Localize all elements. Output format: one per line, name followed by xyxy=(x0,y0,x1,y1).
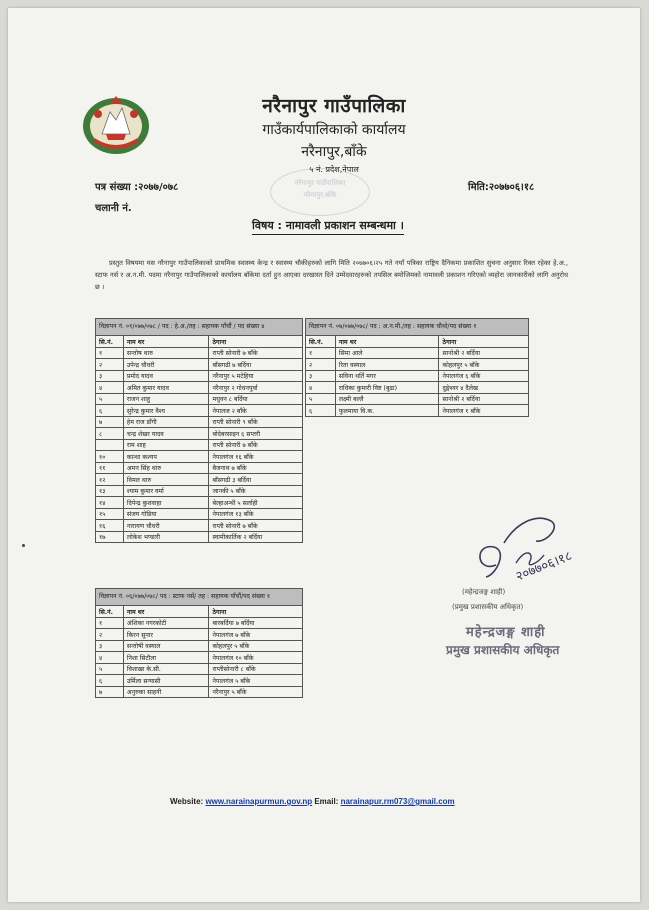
cell-address: नेपालगंज ७ बाँके xyxy=(209,629,303,641)
table-heading: विज्ञापन नं. ०१/०७७/०७८ / पद : हे.अ./तह : सहायक पाँचौं / पद संख्या ४ xyxy=(96,319,303,336)
cell-address: नरैनापुर ५ मटेहिया xyxy=(209,370,303,382)
email-link[interactable]: narainapur.rm073@gmail.com xyxy=(340,797,455,806)
table-row xyxy=(96,382,303,394)
cell-address: राप्ती सोनारी ७ बाँके xyxy=(209,347,303,359)
table-row xyxy=(96,347,303,359)
cell-address: दुङ्गेश्वर ४ दैलेख xyxy=(439,382,529,394)
cell-name: लोकेश भण्डारी xyxy=(123,531,209,543)
table-row xyxy=(96,520,303,532)
cell-serial: १ xyxy=(96,347,124,359)
table-heading: विज्ञापन नं. ०७/०७७/०७८/ पद : अ.न.मी./तह : सहायक चौथो/पद संख्या १ xyxy=(306,319,529,336)
svg-text:२०७७०६।१८: २०७७०६।१८ xyxy=(513,548,575,585)
table-row xyxy=(96,428,303,440)
handwritten-signature xyxy=(456,503,606,593)
cell-name: राम शाह xyxy=(123,439,209,451)
cell-serial: ११ xyxy=(96,462,124,474)
cell-serial: २ xyxy=(96,359,124,371)
cell-address: मधुवन ८ बर्दिया xyxy=(209,393,303,405)
table-row xyxy=(96,370,303,382)
table-row xyxy=(306,382,529,394)
cell-address: राप्ती सोनारी ९ बाँके xyxy=(209,416,303,428)
cell-serial: २ xyxy=(96,629,124,641)
table-row xyxy=(306,359,529,371)
cell-address: नेपालगंज १ बाँके xyxy=(439,405,529,417)
cell-address: नेपालगंज १६ बाँके xyxy=(209,451,303,463)
candidates-table-anm xyxy=(305,318,529,417)
table-row xyxy=(96,393,303,405)
letter-page xyxy=(8,8,640,902)
cell-serial: ५ xyxy=(96,393,124,405)
cell-name: सुरेन्द्र कुमार वैश्य xyxy=(123,405,209,417)
cell-name: चन्द्र शेखर यादव xyxy=(123,428,209,440)
footer-contact xyxy=(170,797,455,806)
cell-name: हेम राज डाँगी xyxy=(123,416,209,428)
cell-address: बाँसगढी ७ बर्दिया xyxy=(209,359,303,371)
letter-date: मिति:२०७७०६।१८ xyxy=(468,182,535,193)
column-name: नाम थर xyxy=(335,336,439,348)
table-row xyxy=(96,474,303,486)
cell-name: उपेन्द्र चौधरी xyxy=(123,359,209,371)
cell-name: प्रमोद यादव xyxy=(123,370,209,382)
cell-name: सविना थर्ति मगर xyxy=(335,370,439,382)
candidates-table-staff-nurse xyxy=(95,588,303,698)
cell-name: विमल थारु xyxy=(123,474,209,486)
cell-address: नेपालगंज १० बाँके xyxy=(209,652,303,664)
margin-mark xyxy=(22,544,25,547)
table-row xyxy=(306,370,529,382)
cell-name: अंशिका नगरकोटी xyxy=(123,617,209,629)
cell-name: उर्मिला सन्यासी xyxy=(123,675,209,687)
column-address: ठेगाना xyxy=(209,606,303,618)
table-row xyxy=(306,347,529,359)
cell-name: अमित कुमार यादव xyxy=(123,382,209,394)
cell-name: लक्ष्मी बल्लै xyxy=(335,393,439,405)
cell-address: सानोश्री २ बर्दिया xyxy=(439,347,529,359)
cell-address: नरैनापुर ५ बाँके xyxy=(209,686,303,698)
table-row xyxy=(96,675,303,687)
cell-serial: २ xyxy=(306,359,336,371)
cell-serial: ४ xyxy=(96,382,124,394)
signatory-title: (प्रमुख प्रशासकीय अधिकृत) xyxy=(452,603,524,611)
letter-ref-no: पत्र संख्या :२०७७/०७८ xyxy=(95,182,179,193)
column-name: नाम थर xyxy=(123,606,209,618)
cell-name: सन्तोषी वस्याल xyxy=(123,640,209,652)
cell-address: जानकी ५ बाँके xyxy=(209,485,303,497)
cell-name: किरन सुनार xyxy=(123,629,209,641)
column-address: ठेगाना xyxy=(209,336,303,348)
cell-serial: १ xyxy=(96,617,124,629)
cell-serial: १२ xyxy=(96,474,124,486)
signatory-name: (महेन्द्रजङ्ग शाही) xyxy=(462,588,506,596)
title-stamp: प्रमुख प्रशासकीय अधिकृत xyxy=(446,643,560,657)
column-name: नाम थर xyxy=(123,336,209,348)
cell-address: बैजनाथ ७ बाँके xyxy=(209,462,303,474)
table-row xyxy=(96,451,303,463)
cell-serial: ६ xyxy=(306,405,336,417)
cell-address: कोहलपुर ५ बाँके xyxy=(439,359,529,371)
column-serial: सि.नं. xyxy=(96,336,124,348)
cell-address: राप्ती सोनारी ७ बाँके xyxy=(209,439,303,451)
cell-address: बेल्हाअन्थी ५ सर्लाही xyxy=(209,497,303,509)
email-label: Email: xyxy=(314,797,339,806)
cell-serial: ३ xyxy=(306,370,336,382)
cell-serial: ३ xyxy=(96,370,124,382)
table-row xyxy=(96,663,303,675)
website-link[interactable]: www.narainapurmun.gov.np xyxy=(205,797,313,806)
cell-name: कान्धा कश्यप xyxy=(123,451,209,463)
cell-address: नेपालगंज ५ बाँके xyxy=(209,675,303,687)
cell-serial: १४ xyxy=(96,497,124,509)
cell-address: स्वामीकार्तिक २ बर्दिया xyxy=(209,531,303,543)
cell-name: सन्तोष थारु xyxy=(123,347,209,359)
table-row xyxy=(96,497,303,509)
table-row xyxy=(96,617,303,629)
cell-serial: ७ xyxy=(96,416,124,428)
table-row xyxy=(96,640,303,652)
office-province: ५ नं. प्रदेश,नेपाल xyxy=(309,165,359,174)
column-serial: सि.नं. xyxy=(96,606,124,618)
cell-name: निशा सिटौला xyxy=(123,652,209,664)
cell-serial: १५ xyxy=(96,508,124,520)
cell-serial: ५ xyxy=(306,393,336,405)
table-row xyxy=(96,439,303,451)
cell-address: राप्ती सोनारी ७ बाँके xyxy=(209,520,303,532)
table-column-header xyxy=(96,606,303,618)
table-row xyxy=(96,485,303,497)
table-heading: विज्ञापन नं. ०६/०७७/०७८/ पद : स्टाफ नर्स/ तह : सहायक पाँचौं/पद संख्या १ xyxy=(96,589,303,606)
cell-address: बाँसगढी ३ बर्दिया xyxy=(209,474,303,486)
cell-name: अमन सिंह थारु xyxy=(123,462,209,474)
office-subtitle: गाउँकार्यपालिकाको कार्यालय xyxy=(262,122,406,138)
column-address: ठेगाना xyxy=(439,336,529,348)
cell-name: संजय गोडिया xyxy=(123,508,209,520)
cell-serial xyxy=(96,439,124,451)
cell-serial: ८ xyxy=(96,428,124,440)
cell-name: अनुरुका साहनी xyxy=(123,686,209,698)
table-column-header xyxy=(306,336,529,348)
cell-address: कोहलपुर ५ बाँके xyxy=(209,640,303,652)
letter-dispatch-no: चलानी नं. xyxy=(95,203,132,214)
cell-name: राजन शाहु xyxy=(123,393,209,405)
column-serial: सि.नं. xyxy=(306,336,336,348)
table-row xyxy=(96,629,303,641)
cell-name: विशाखा के.सी. xyxy=(123,663,209,675)
cell-serial: १६ xyxy=(96,520,124,532)
table-row xyxy=(306,393,529,405)
table-row xyxy=(96,686,303,698)
cell-serial: १ xyxy=(306,347,336,359)
faint-office-stamp: नरैनापुर गाउँपालिका नरैनापुर,बाँके xyxy=(270,168,370,216)
cell-address: नरैनापुर २ गोधनपुर्वा xyxy=(209,382,303,394)
letter-body: प्रस्तुत विषयमा यस नरैनापुर गाउँपालिकाको प्राथमिक स्वास्थ्य केन्द्र र स्वास्थ्य चौकीहरुको लागि मिति २०७७०६।२५ गते नयाँ पत्रिका राष्ट्रिय दैनिकमा प्रकाशित सुचना अनुसार रिक्त रहेका हे.अ., स्टाफ नर्स र अ.न.मी. पदमा नरैनापुर गाउँपालिकाको कार्यालय बाँकेमा दर्ता हुन आएका दरखास्त दिने उम्मेदवारहरुको तपसिल बमोजिमको नामावली प्रकाशन गरिएको व्यहोरा जानकारीको लागि अनुरोध छ । xyxy=(95,259,568,291)
office-name: नरैनापुर गाउँपालिका xyxy=(262,95,406,117)
cell-name: रिता वस्याल xyxy=(335,359,439,371)
cell-serial: १७ xyxy=(96,531,124,543)
name-stamp: महेन्द्रजङ्ग शाही xyxy=(466,625,546,640)
table-row xyxy=(96,359,303,371)
cell-address: नेपालगंज ६ बाँके xyxy=(439,370,529,382)
table-row xyxy=(306,405,529,417)
cell-address: राप्तीसोनारी ८ बाँके xyxy=(209,663,303,675)
cell-name: फुलमाया वि.क. xyxy=(335,405,439,417)
cell-serial: ५ xyxy=(96,663,124,675)
cell-name: सिमा आले xyxy=(335,347,439,359)
cell-name: दिपेन्द्र कुशवाहा xyxy=(123,497,209,509)
cell-name: नारायण चौधरी xyxy=(123,520,209,532)
cell-serial: १३ xyxy=(96,485,124,497)
cell-address: नेपालज २ बाँके xyxy=(209,405,303,417)
table-row xyxy=(96,508,303,520)
cell-address: बारबर्दिया ७ बर्दिया xyxy=(209,617,303,629)
cell-serial: ६ xyxy=(96,405,124,417)
table-row xyxy=(96,405,303,417)
cell-serial: ३ xyxy=(96,640,124,652)
table-column-header xyxy=(96,336,303,348)
cell-serial: ४ xyxy=(96,652,124,664)
cell-serial: ६ xyxy=(96,675,124,687)
candidates-table-health-assistant xyxy=(95,318,303,543)
office-location: नरैनापुर,बाँके xyxy=(301,144,367,160)
table-row xyxy=(96,652,303,664)
cell-serial: ७ xyxy=(96,686,124,698)
table-row xyxy=(96,462,303,474)
cell-name: श्याम कुमार वर्मा xyxy=(123,485,209,497)
website-label: Website: xyxy=(170,797,204,806)
table-row xyxy=(96,531,303,543)
table-row xyxy=(96,416,303,428)
cell-address: बोदेबरसाइन ६ सप्तरी xyxy=(209,428,303,440)
cell-serial: १० xyxy=(96,451,124,463)
cell-name: राधिका कुमारी विष्ट (बुढा) xyxy=(335,382,439,394)
cell-address: सानोश्री २ बर्दिया xyxy=(439,393,529,405)
letter-subject: विषय : नामावली प्रकाशन सम्बन्धमा । xyxy=(252,218,404,235)
cell-address: नेपालगंज १३ बाँके xyxy=(209,508,303,520)
cell-serial: ४ xyxy=(306,382,336,394)
